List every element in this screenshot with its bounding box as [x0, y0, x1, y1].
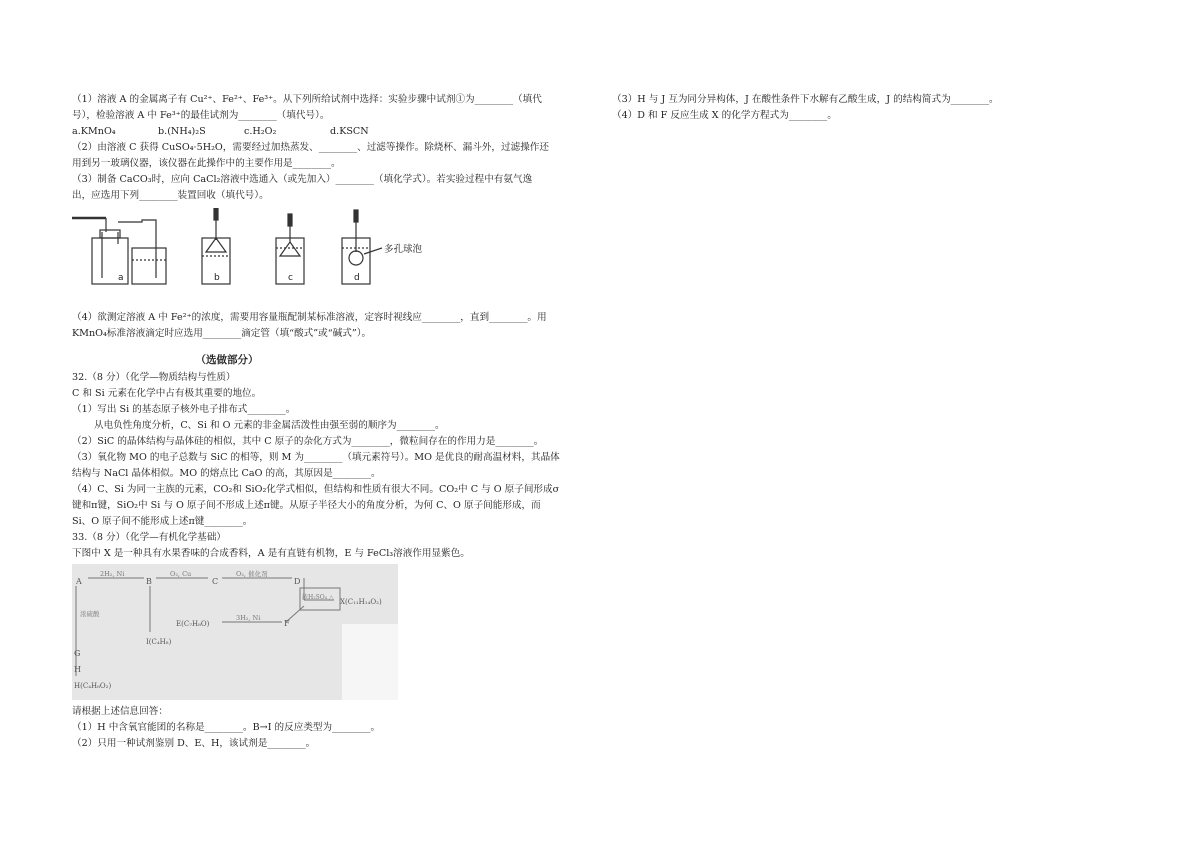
option-b: b.(NH₄)₂S [158, 126, 206, 137]
q-part3-line2: 出，应选用下列________装置回收（填代号）。 [72, 190, 269, 201]
q33-part1: （1）H 中含氧官能团的名称是________。B→I 的反应类型为________。 [72, 722, 381, 733]
q32-part4-line1: （4）C、Si 为同一主族的元素，CO₂和 SiO₂化学式相似，但结构和性质有很大不同。CO₂中 C 与 O 原子间形成σ [72, 484, 560, 495]
node-C: C [212, 577, 219, 586]
arrow-label-6: 3H₂, Ni [236, 614, 261, 622]
apparatus-drawing [72, 208, 402, 304]
q32-part2: （2）SiC 的晶体结构与晶体硅的相似，其中 C 原子的杂化方式为________，微粒间存在的作用力是________。 [72, 436, 544, 447]
reaction-flowchart [72, 564, 398, 700]
q32-part3-line2: 结构与 NaCl 晶体相似。MO 的熔点比 CaO 的高，其原因是________。 [72, 468, 381, 479]
q33-intro: 下图中 X 是一种具有水果香味的合成香料，A 是有直链有机物，E 与 FeCl₃溶液作用显紫色。 [72, 548, 470, 559]
arrow-label-5: 浓H₂SO₄ △ [302, 594, 334, 601]
option-a: a.KMnO₄ [72, 126, 116, 137]
q32-intro: C 和 Si 元素在化学中占有极其重要的地位。 [72, 388, 262, 399]
q32-part4-line2: 键和π键，SiO₂中 Si 与 O 原子间不形成上述π键。从原子半径大小的角度分析，为何 C、O 原子间能形成，而 [72, 500, 541, 511]
node-I: I(C₄H₈) [146, 638, 172, 646]
q-part4-line1: （4）欲测定溶液 A 中 Fe²⁺的浓度，需要用容量瓶配制某标准溶液，定容时视线应________，直到________。用 [72, 312, 547, 323]
q33-part2: （2）只用一种试剂鉴别 D、E、H，该试剂是________。 [72, 738, 316, 749]
q32-part1: （1）写出 Si 的基态原子核外电子排布式________。 [72, 404, 296, 415]
option-c: c.H₂O₂ [244, 126, 277, 137]
option-d: d.KSCN [330, 126, 369, 137]
apparatus-label-a: a [118, 273, 124, 283]
node-B: B [146, 577, 152, 586]
right-column [612, 92, 1132, 124]
q-part4-line2: KMnO₄标准溶液滴定时应选用________滴定管（填“酸式”或“碱式”）。 [72, 328, 372, 339]
apparatus-figure [72, 208, 592, 304]
node-H: H [74, 665, 81, 674]
q33-part3: （3）H 与 J 互为同分异构体，J 在酸性条件下水解有乙酸生成，J 的结构简式为________。 [612, 94, 999, 105]
arrow-label-3: O₂, 催化剂 [236, 570, 268, 578]
apparatus-callout: 多孔球泡 [384, 244, 423, 255]
node-F: F [284, 619, 290, 628]
node-G: G [74, 649, 81, 658]
node-X: X(C₁₁H₁₄O₂) [340, 598, 382, 606]
q33-header: 33.（8 分）（化学—有机化学基础） [72, 532, 226, 543]
q33-prompt: 请根据上述信息回答： [72, 706, 168, 717]
node-E: E(C₇H₈O) [176, 620, 210, 628]
apparatus-label-b: b [214, 273, 220, 283]
section-title-optional: （选做部分） [195, 354, 259, 366]
flowchart-drawing [72, 564, 398, 700]
q32-part4-line3: Si、O 原子间不能形成上述π键________。 [72, 516, 253, 527]
q-part2-line1: （2）由溶液 C 获得 CuSO₄·5H₂O，需要经过加热蒸发、________、过滤等操作。除烧杯、漏斗外，过滤操作还 [72, 142, 549, 153]
apparatus-label-d: d [354, 273, 360, 283]
arrow-label-4: 浓硫酸 [80, 610, 100, 618]
q-part1-line1: （1）溶液 A 的金属离子有 Cu²⁺、Fe²⁺、Fe³⁺。从下列所给试剂中选择：实验步骤中试剂①为________（填代 [72, 94, 542, 105]
q-part1-line2: 号），检验溶液 A 中 Fe³⁺的最佳试剂为________（填代号）。 [72, 110, 330, 121]
q-part2-line2: 用到另一玻璃仪器，该仪器在此操作中的主要作用是________。 [72, 158, 341, 169]
q32-part1-electronegativity: 从电负性角度分析，C、Si 和 O 元素的非金属活泼性由强至弱的顺序为________。 [94, 420, 445, 431]
q32-part3-line1: （3）氧化物 MO 的电子总数与 SiC 的相等，则 M 为________（填元素符号）。MO 是优良的耐高温材料，其晶体 [72, 452, 560, 463]
reagent-options [72, 124, 592, 140]
left-column [72, 92, 592, 752]
node-A: A [76, 577, 82, 586]
apparatus-label-c: c [288, 273, 293, 283]
arrow-label-1: 2H₂, Ni [100, 570, 125, 578]
node-D: D [294, 577, 301, 586]
q32-header: 32.（8 分）（化学—物质结构与性质） [72, 372, 236, 383]
arrow-label-2: O₂, Cu [170, 570, 192, 578]
node-H-formula: H(C₄H₈O₂) [74, 682, 112, 690]
q33-part4: （4）D 和 F 反应生成 X 的化学方程式为________。 [612, 110, 837, 121]
q-part3-line1: （3）制备 CaCO₃时，应向 CaCl₂溶液中选通入（或先加入）________（填化学式）。若实验过程中有氨气逸 [72, 174, 533, 185]
